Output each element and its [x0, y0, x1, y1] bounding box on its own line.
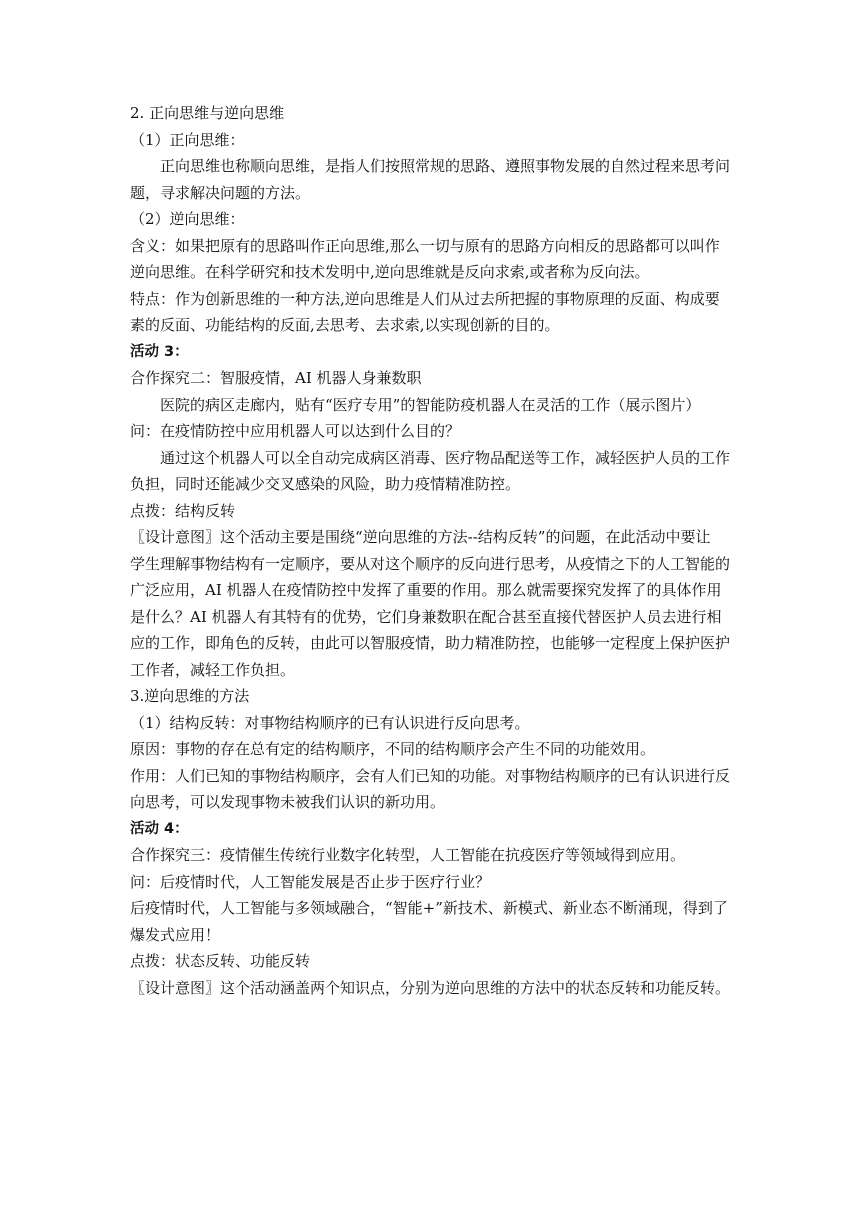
design-intent-1-line3: 广泛应用，AI 机器人在疫情防控中发挥了重要的作用。那么就需要探究发挥了的具体作用 [130, 581, 722, 599]
hospital-description: 医院的病区走廊内，贴有“医疗专用”的智能防疫机器人在灵活的工作（展示图片） [160, 395, 701, 414]
section-2-1-title: （1）正向思维： [130, 130, 245, 149]
cooperative-inquiry-3: 合作探究三：疫情催生传统行业数字化转型，人工智能在抗疫医疗等领域得到应用。 [130, 846, 686, 864]
answer-2-line1: 后疫情时代，人工智能与多领域融合，“智能+”新技术、新模式、新业态不断涌现，得到了 [130, 899, 728, 917]
design-intent-1-line5: 应的工作，即角色的反转，由此可以智服疫情，助力精准防控，也能够一定程度上保护医护 [130, 634, 731, 652]
effect-line1: 作用：人们已知的事物结构顺序，会有人们已知的功能。对事物结构顺序的已有认识进行反 [130, 766, 731, 785]
question-1: 问：在疫情防控中应用机器人可以达到什么目的？ [130, 422, 461, 440]
forward-thinking-text-line2: 题，寻求解决问题的方法。 [130, 183, 311, 202]
answer-1-line2: 负担，同时还能减少交叉感染的风险，助力疫情精准防控。 [130, 475, 521, 493]
cooperative-inquiry-2: 合作探究二：智服疫情，AI 机器人身兼数职 [130, 369, 422, 387]
forward-thinking-text-line1: 正向思维也称顺向思维，是指人们按照常规的思路、遵照事物发展的自然过程来思考问 [160, 157, 731, 175]
design-intent-1-line4: 是什么？AI 机器人有其特有的优势，它们身兼数职在配合甚至直接代替医护人员去进行相 [130, 607, 722, 626]
answer-2-line2: 爆发式应用！ [130, 925, 221, 944]
design-intent-2: 〖设计意图〗这个活动涵盖两个知识点，分别为逆向思维的方法中的状态反转和功能反转。 [130, 978, 731, 997]
section-2-2-title: （2）逆向思维： [130, 210, 245, 228]
activity-4-title: 活动 4： [130, 820, 189, 837]
meaning-line1: 含义：如果把原有的思路叫作正向思维,那么一切与原有的思路方向相反的思路都可以叫作 [130, 236, 720, 255]
feature-line2: 素的反面、功能结构的反面,去思考、去求索,以实现创新的目的。 [130, 316, 560, 334]
section-3-1-title: （1）结构反转：对事物结构顺序的已有认识进行反向思考。 [130, 713, 530, 732]
design-intent-1-line2: 学生理解事物结构有一定顺序，要从对这个顺序的反向进行思考，从疫情之下的人工智能的 [130, 554, 731, 573]
section-3-title: 3.逆向思维的方法 [130, 687, 250, 705]
answer-1-line1: 通过这个机器人可以全自动完成病区消毒、医疗物品配送等工作，减轻医护人员的工作 [160, 448, 731, 467]
feature-line1: 特点：作为创新思维的一种方法,逆向思维是人们从过去所把握的事物原理的反面、构成要 [130, 289, 720, 308]
meaning-line2: 逆向思维。在科学研究和技术发明中,逆向思维就是反向求索,或者称为反向法。 [130, 263, 650, 281]
design-intent-1-line1: 〖设计意图〗这个活动主要是围绕“逆向思维的方法--结构反转”的问题，在此活动中要让 [130, 528, 711, 546]
tip-1: 点拨：结构反转 [130, 501, 236, 520]
document-body [130, 100, 730, 1001]
design-intent-1-line6: 工作者，减轻工作负担。 [130, 660, 296, 679]
activity-3-title: 活动 3： [130, 343, 189, 360]
section-2-title: 2. 正向思维与逆向思维 [130, 104, 285, 122]
reason: 原因：事物的存在总有定的结构顺序，不同的结构顺序会产生不同的功能效用。 [130, 740, 656, 758]
tip-2: 点拨：状态反转、功能反转 [130, 952, 311, 970]
question-2: 问：后疫情时代，人工智能发展是否止步于医疗行业？ [130, 872, 491, 891]
effect-line2: 向思考，可以发现事物未被我们认识的新功用。 [130, 793, 446, 811]
